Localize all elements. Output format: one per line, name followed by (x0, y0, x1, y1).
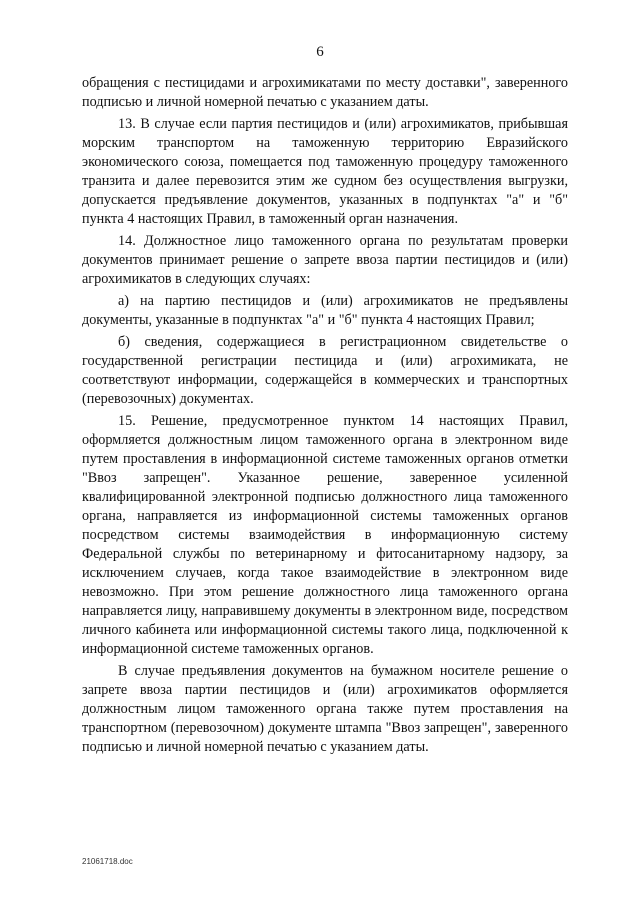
page-number: 6 (316, 44, 324, 60)
paragraph-15: 15. Решение, предусмотренное пунктом 14 настоящих Правил, оформляется должностным лицом таможенного органа в электронном виде путем проставления в информационной системе таможенных органов отметки "Ввоз запрещен". Указанное решение, заверенное усиленной квалифицированной электронной подписью должностного лица таможенного органа, направляется из информационной системы таможенных органов посредством системы взаимодействия в информационную систему Федеральной службы по ветеринарному и фитосанитарному надзору, за исключением случаев, когда такое взаимодействие в электронном виде невозможно. При этом решение должностного лица таможенного органа направляется лицу, направившему документы в электронном виде, посредством личного кабинета или информационной системы такого лица, подключенной к информационной системе таможенных органов. (82, 413, 568, 657)
paragraph-15-paper: В случае предъявления документов на бумажном носителе решение о запрете ввоза партии пестицидов и (или) агрохимикатов оформляется должностным лицом таможенного органа также путем проставления на транспортном (перевозочном) документе штампа "Ввоз запрещен", заверенного подписью и личной номерной печатью с указанием даты. (82, 663, 568, 755)
footer-filename: 21061718.doc (82, 857, 133, 866)
paragraph-continuation: обращения с пестицидами и агрохимикатами по месту доставки", заверенного подписью и личной номерной печатью с указанием даты. (82, 75, 568, 110)
document-body (82, 74, 568, 760)
paragraph-14-b: б) сведения, содержащиеся в регистрационном свидетельстве о государственной регистрации пестицида и (или) агрохимиката, не соответствуют информации, содержащейся в коммерческих и транспортных (перевозочных) документах. (82, 334, 568, 407)
paragraph-13: 13. В случае если партия пестицидов и (или) агрохимикатов, прибывшая морским транспортом на таможенную территорию Евразийского экономического союза, помещается под таможенную процедуру таможенного транзита и далее перевозится этим же судном без осуществления выгрузки, допускается предъявление документов, указанных в подпунктах "а" и "б" пункта 4 настоящих Правил, в таможенный орган назначения. (82, 116, 568, 227)
paragraph-14-a: а) на партию пестицидов и (или) агрохимикатов не предъявлены документы, указанные в подпунктах "а" и "б" пункта 4 настоящих Правил; (82, 293, 568, 328)
paragraph-14: 14. Должностное лицо таможенного органа по результатам проверки документов принимает решение о запрете ввоза партии пестицидов и (или) агрохимикатов в следующих случаях: (82, 233, 568, 287)
